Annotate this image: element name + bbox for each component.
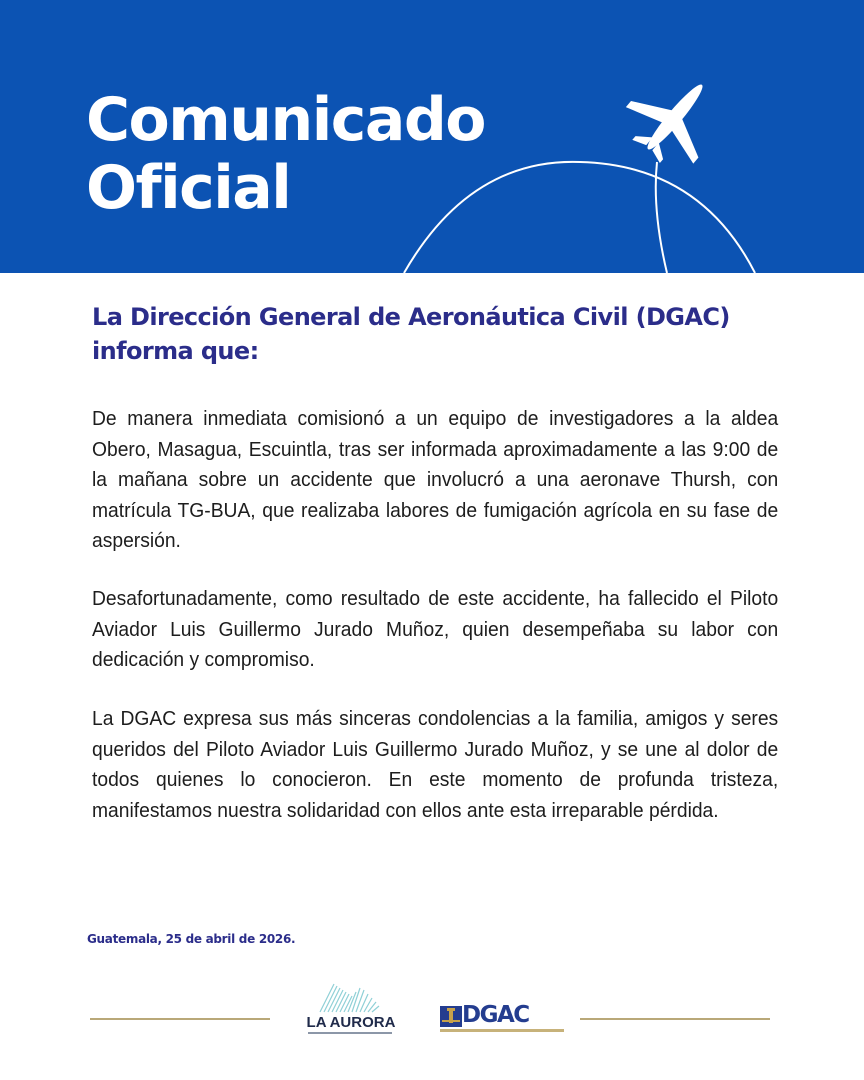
- title-line-1: Comunicado: [86, 85, 485, 155]
- dgac-wordmark: DGAC: [462, 1002, 529, 1028]
- title-line-2: Oficial: [86, 153, 291, 223]
- page-title: [86, 86, 485, 222]
- header-banner: [0, 0, 864, 273]
- dgac-tagline: [440, 1029, 564, 1032]
- date-line: Guatemala, 25 de abril de 2026.: [87, 932, 296, 946]
- la-aurora-logo: [294, 978, 406, 1038]
- paragraph-2: Desafortunadamente, como resultado de este accidente, ha fallecido el Piloto Aviador Luis Guillermo Jurado Muñoz, quien desempeñaba su labor con dedicación y compromiso.: [92, 587, 779, 671]
- dgac-logo: [440, 1002, 564, 1033]
- dgac-emblem-icon: [440, 1006, 462, 1027]
- mountain-icon: [294, 978, 406, 1018]
- paragraph-1: De manera inmediata comisionó a un equipo de investigadores a la aldea Obero, Masagua, Escuintla, tras ser informada aproximadamente a las 9:00 de la mañana sobre un accidente que involucró a una aeronave Thursh, con matrícula TG-BUA, que realizaba labores de fumigación agrícola en su fase de aspersión.: [92, 407, 779, 552]
- footer-divider-left: [90, 1018, 270, 1020]
- la-aurora-wordmark: LA AURORA: [306, 1014, 396, 1031]
- footer-divider-right: [580, 1018, 770, 1020]
- la-aurora-tagline: [308, 1032, 392, 1034]
- paragraph-3: La DGAC expresa sus más sinceras condolencias a la familia, amigos y seres queridos del Piloto Aviador Luis Guillermo Jurado Muñoz, y se une al dolor de todos quienes lo conocieron. En este momento de profunda tristeza, manifestamos nuestra solidaridad con ellos ante esta irreparable pérdida.: [92, 707, 779, 822]
- intro-heading: La Dirección General de Aeronáutica Civil (DGAC) informa que:: [92, 303, 730, 365]
